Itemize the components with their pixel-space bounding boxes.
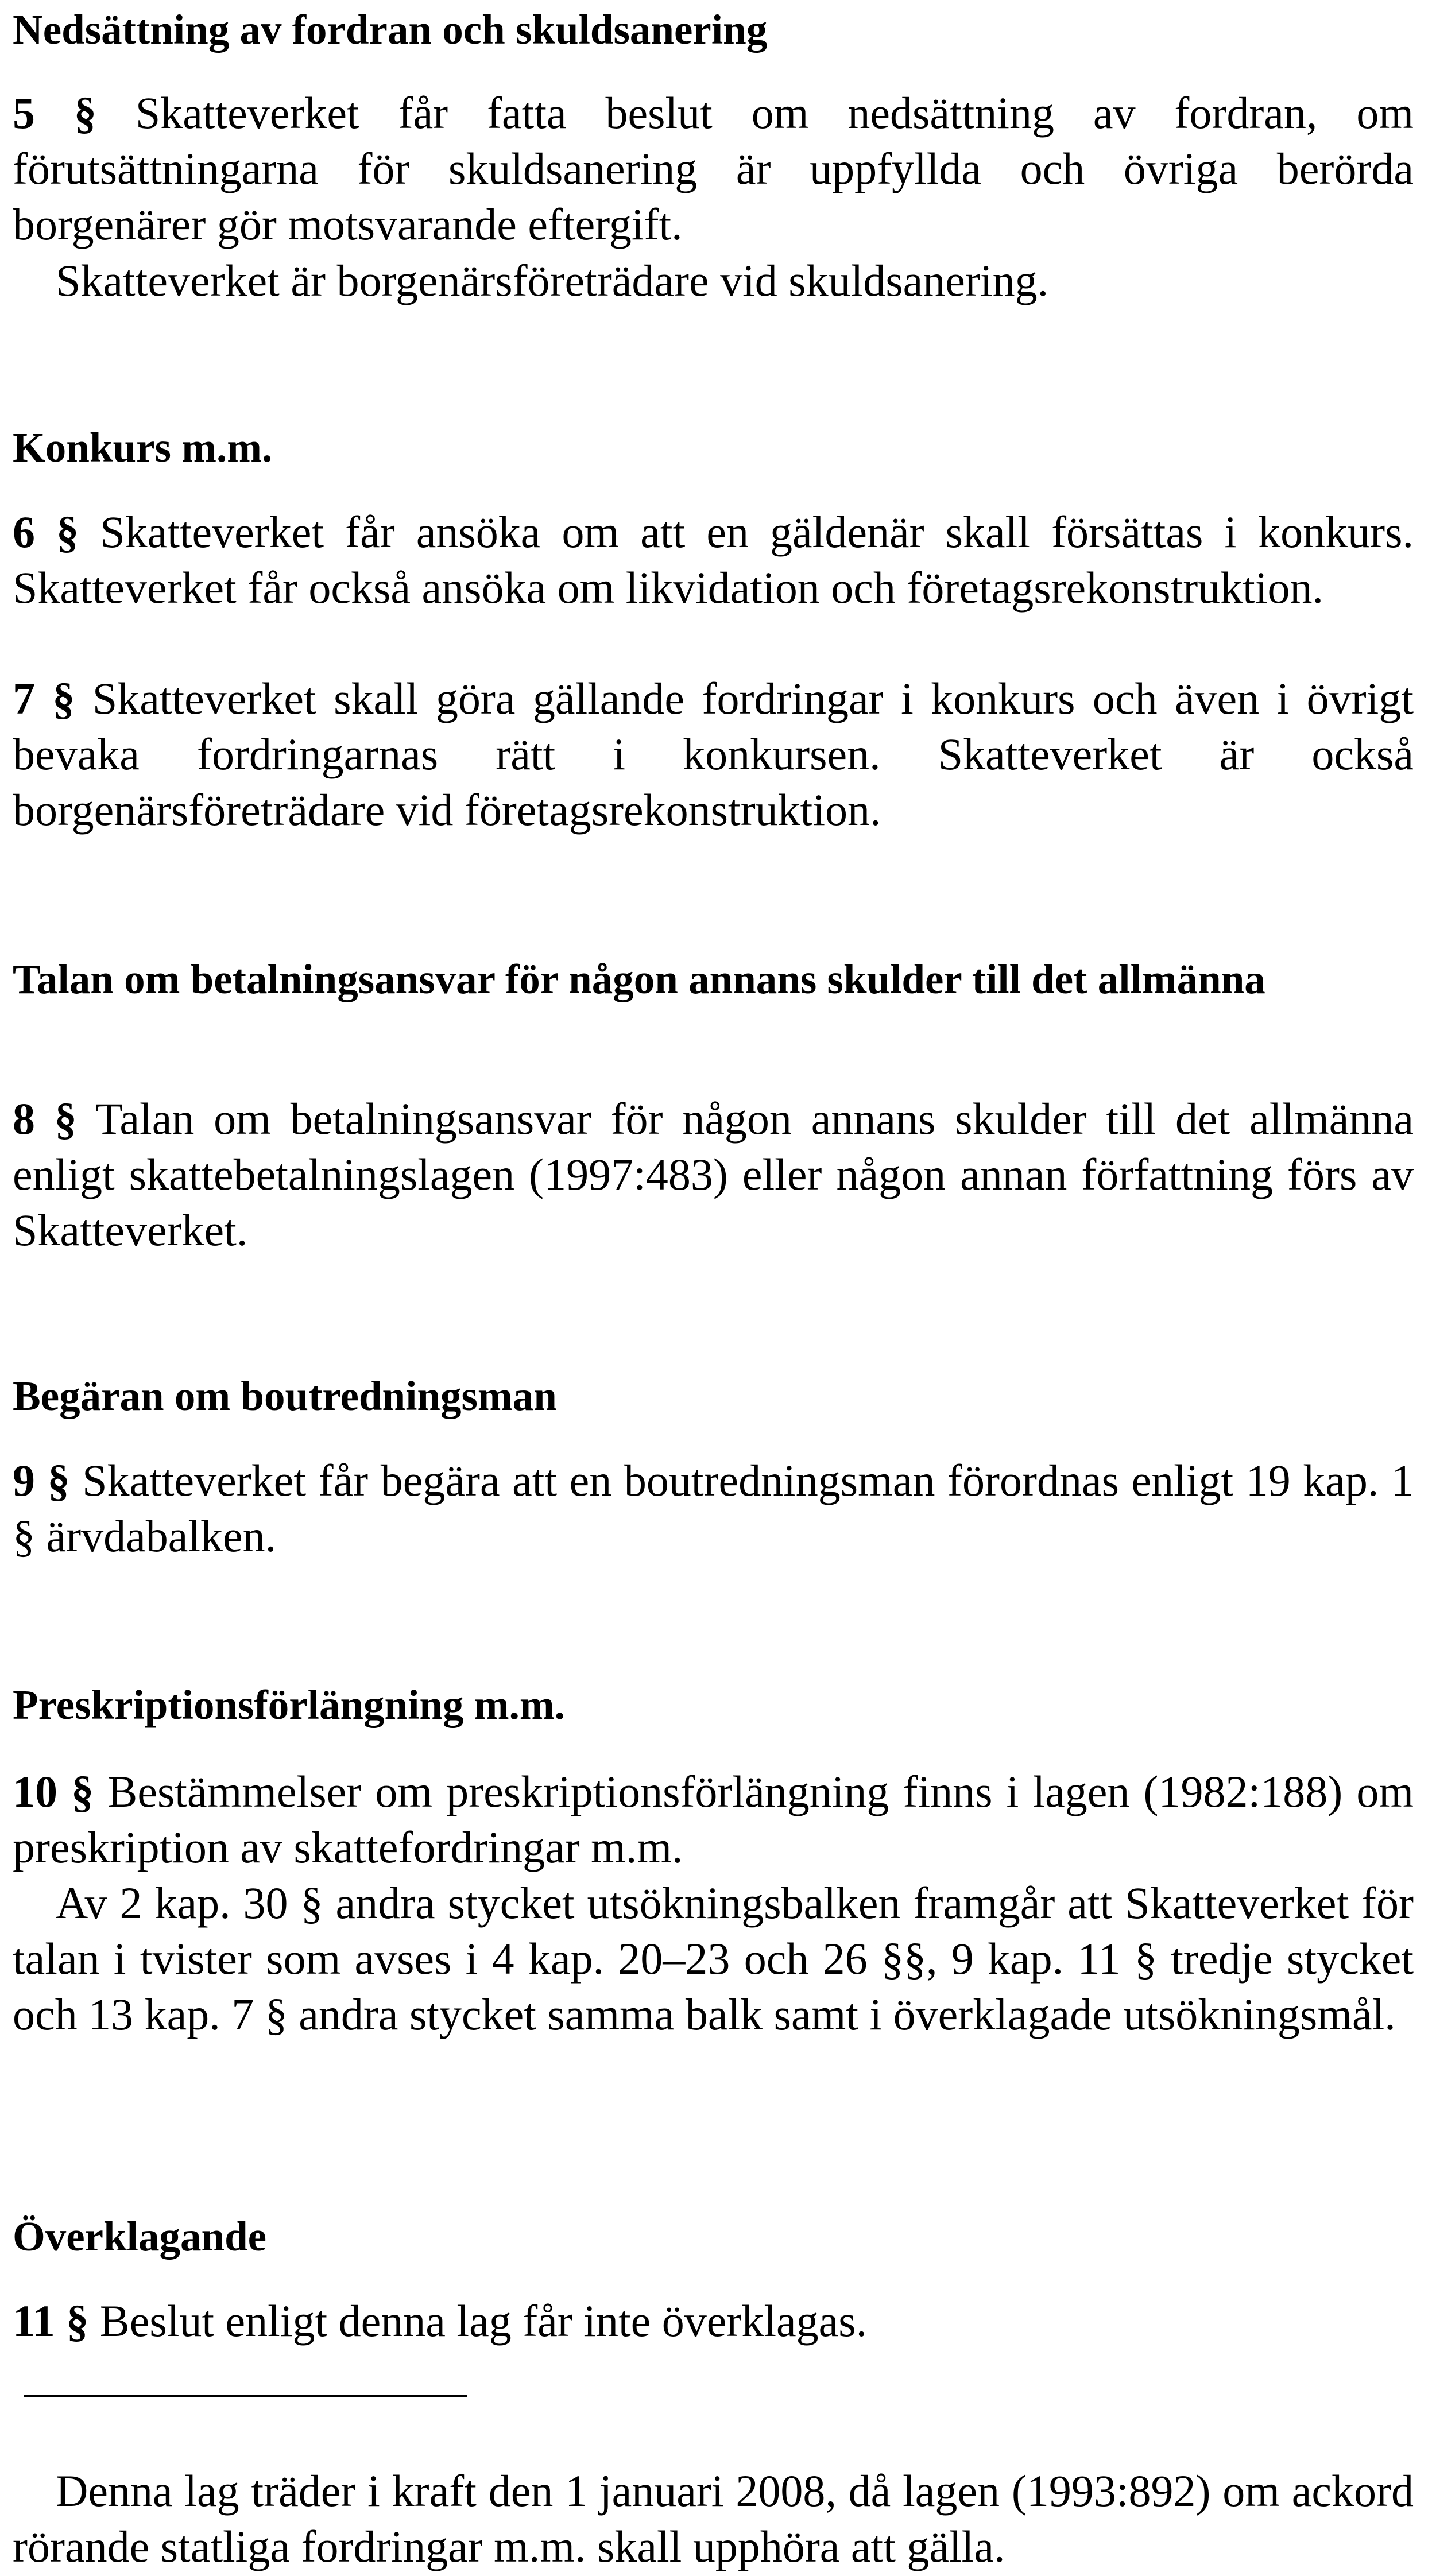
section-heading: Överklagande [13, 2213, 267, 2260]
paragraph [13, 1875, 1414, 2042]
paragraph [13, 1764, 1414, 1875]
paragraph-number: 9 § [13, 1455, 70, 1505]
paragraph [13, 2293, 1414, 2349]
paragraph-text: Av 2 kap. 30 § andra stycket utsökningsbalken framgår att Skatteverket för talan i tvister som avses i 4 kap. 20–23 och 26 §§, 9 kap. 11 § tredje stycket och 13 kap. 7 § andra stycket samma balk samt i överklagade utsökningsmål. [13, 1878, 1414, 2039]
paragraph-text: Talan om betalningsansvar för någon annans skulder till det allmänna enligt skattebetalningslagen (1997:483) eller någon annan författning förs av Skatteverket. [13, 1094, 1414, 1255]
paragraph-number: 6 § [13, 507, 79, 557]
paragraph-number: 5 § [13, 88, 96, 138]
paragraph [13, 1091, 1414, 1258]
paragraph [13, 671, 1414, 838]
paragraph-text: Skatteverket får begära att en boutredningsman förordnas enligt 19 kap. 1 § ärvdabalken. [13, 1455, 1414, 1561]
paragraph-text: Skatteverket är borgenärsföreträdare vid skuldsanering. [56, 255, 1049, 305]
paragraph-number: 8 § [13, 1094, 77, 1144]
paragraph [13, 253, 1414, 308]
section-heading: Nedsättning av fordran och skuldsanering [13, 6, 768, 53]
paragraph-text: Beslut enligt denna lag får inte överklagas. [88, 2296, 868, 2346]
paragraph [13, 1452, 1414, 1564]
footnote-text: Denna lag träder i kraft den 1 januari 2008, då lagen (1993:892) om ackord rörande statliga fordringar m.m. skall upphöra att gälla. [13, 2466, 1414, 2571]
paragraph-text: Skatteverket får fatta beslut om nedsättning av fordran, om förutsättningarna för skuldsanering är uppfyllda och övriga berörda borgenärer gör motsvarande eftergift. [13, 88, 1414, 249]
paragraph [13, 85, 1414, 252]
footnote-divider [24, 2395, 467, 2397]
section-heading: Konkurs m.m. [13, 424, 273, 471]
paragraph-text: Bestämmelser om preskriptionsförlängning finns i lagen (1982:188) om preskription av skattefordringar m.m. [13, 1767, 1414, 1872]
section-heading: Begäran om boutredningsman [13, 1373, 557, 1419]
paragraph-text: Skatteverket får ansöka om att en gäldenär skall försättas i konkurs. Skatteverket får också ansöka om likvidation och företagsrekonstruktion. [13, 507, 1414, 613]
paragraph-number: 10 § [13, 1767, 94, 1816]
paragraph-number: 11 § [13, 2296, 89, 2346]
paragraph-number: 7 § [13, 673, 75, 723]
section-heading: Talan om betalningsansvar för någon annans skulder till det allmänna [13, 956, 1265, 1002]
section-heading: Preskriptionsförlängning m.m. [13, 1682, 565, 1728]
paragraph-text: Skatteverket skall göra gällande fordringar i konkurs och även i övrigt bevaka fordringarnas rätt i konkursen. Skatteverket är också borgenärsföreträdare vid företagsrekonstruktion. [13, 673, 1414, 835]
paragraph [13, 504, 1414, 615]
